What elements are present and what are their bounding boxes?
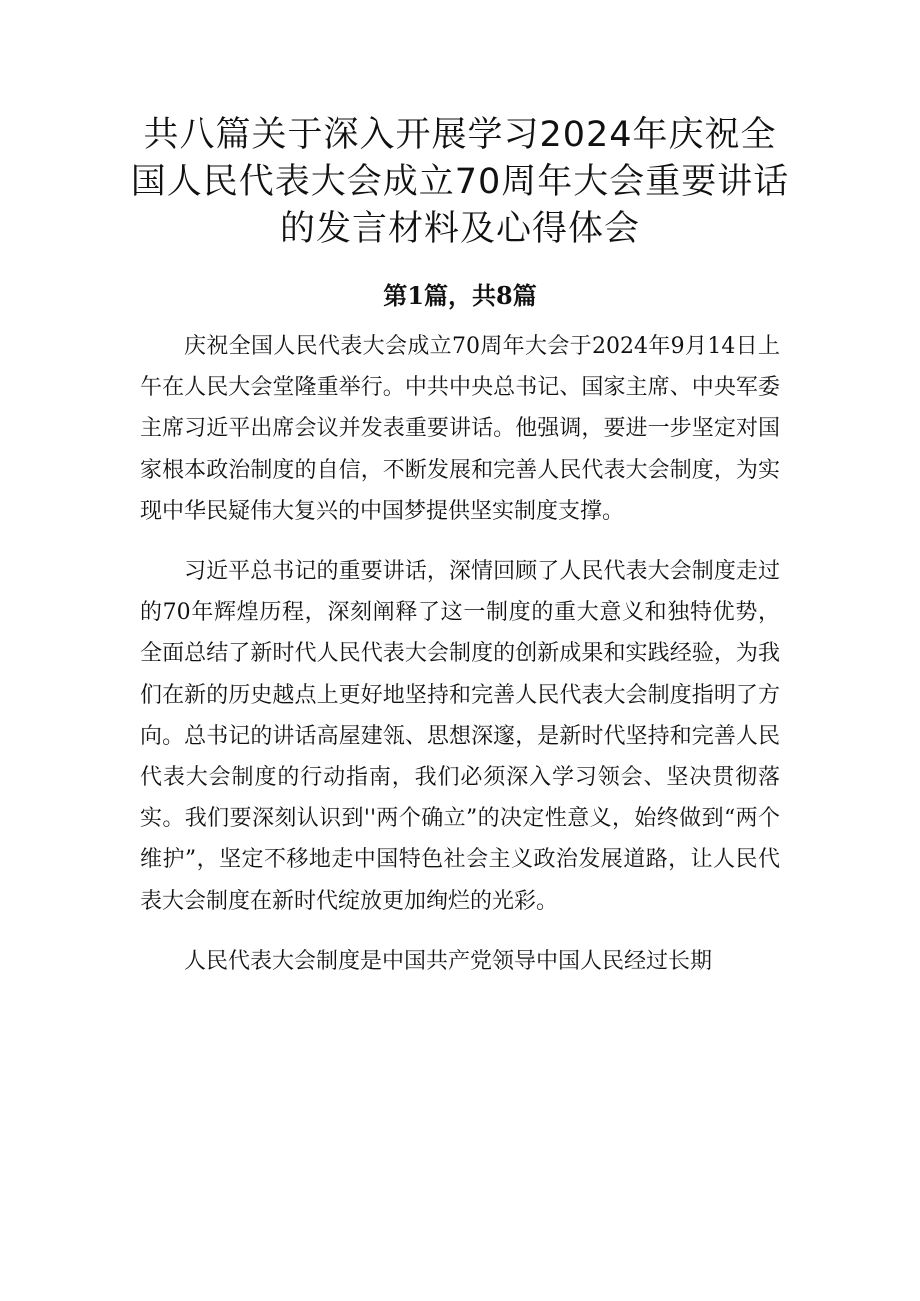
paragraph: 人民代表大会制度是中国共产党领导中国人民经过长期 bbox=[184, 948, 713, 974]
document-body bbox=[140, 326, 780, 982]
paragraph: 庆祝全国人民代表大会成立70周年大会于2024年9月14日上午在人民大会堂隆重举行。中共中央总书记、国家主席、中央军委主席习近平出席会议并发表重要讲话。他强调，要进一步坚定对国家根本政治制度的自信，不断发展和完善人民代表大会制度，为实现中华民疑伟大复兴的中国梦提供坚实制度支撑。 bbox=[140, 334, 780, 524]
paragraph: 习近平总书记的重要讲话，深情回顾了人民代表大会制度走过的70年辉煌历程，深刻阐释了这一制度的重大意义和独特优势，全面总结了新时代人民代表大会制度的创新成果和实践经验，为我们在新的历史越点上更好地坚持和完善人民代表大会制度指明了方向。总书记的讲话高屋建瓴、思想深邃，是新时代坚持和完善人民代表大会制度的行动指南，我们必须深入学习领会、坚决贯彻落实。我们要深刻认识到''两个确立”的决定性意义，始终做到“两个维护”，坚定不移地走中国特色社会主义政治发展道路，让人民代表大会制度在新时代绽放更加绚烂的光彩。 bbox=[140, 559, 780, 914]
part-label: 第1篇，共8篇 bbox=[383, 281, 537, 310]
document-title: 共八篇关于深入开展学习2024年庆祝全国人民代表大会成立70周年大会重要讲话的发言材料及心得体会 bbox=[130, 115, 790, 249]
